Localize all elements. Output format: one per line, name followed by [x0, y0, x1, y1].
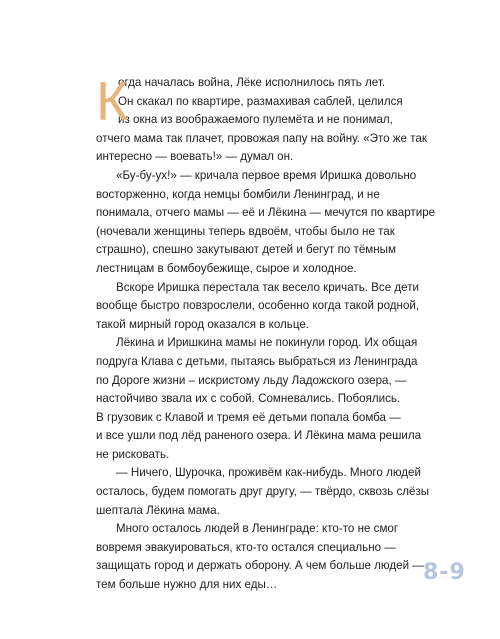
text-line: — Ничего, Шурочка, проживём как-нибудь. Много людей — [116, 466, 421, 480]
text-line: страшно), спешно закутывают детей и бегут по тёмным — [96, 243, 396, 257]
text-line: по Дороге жизни – искристому льду Ладожского озера, — — [96, 373, 407, 387]
text-line: осталось, будем помогать друг другу, — твёрдо, сквозь слёзы — [96, 485, 430, 499]
first-paragraph-start — [96, 70, 454, 132]
text-line: Он скакал по квартире, размахивая саблей, целился — [118, 94, 403, 108]
text-line: Вскоре Иришка перестала так весело кричать. Все дети — [116, 280, 419, 294]
text-line: В грузовик с Клавой и тремя её детьми попала бомба — — [96, 410, 401, 424]
text-line: Много осталось людей в Ленинграде: кто-то не смог — [116, 522, 399, 536]
story-text — [96, 70, 454, 595]
text-line: понимала, отчего мамы — её и Лёкина — мечутся по квартире — [96, 206, 436, 220]
text-line: и все ушли под лёд раненого озера. И Лёкина мама решила — [96, 429, 422, 443]
text-line: лестницам в бомбоубежище, сырое и холодное. — [96, 261, 357, 275]
text-line: вообще быстро повзрослели, особенно когда такой родной, — [96, 299, 420, 313]
text-line: Лёкина и Иришкина мамы не покинули город. Их общая — [116, 336, 418, 350]
text-line: интересно — воевать!» — думал он. — [96, 150, 294, 164]
text-line: настойчиво звала их с собой. Сомневались. Побоялись. — [96, 392, 401, 406]
text-line: вовремя эвакуироваться, кто-то остался специально — — [96, 540, 396, 554]
text-line: из окна из воображаемого пулемёта и не понимал, — [118, 113, 393, 127]
text-line: восторженно, когда немцы бомбили Ленинград, и не — [96, 187, 380, 201]
text-line: тем больше нужно для них еды… — [96, 578, 278, 592]
text-line: не рисковать. — [96, 447, 170, 461]
text-line: отчего мама так плачет, провожая папу на войну. «Это же так — [96, 131, 427, 145]
text-line: огда началась война, Лёке исполнилось пять лет. — [118, 76, 386, 89]
drop-cap-letter: К — [96, 70, 129, 132]
text-line: подруга Клава с детьми, пытаясь выбраться из Ленинграда — [96, 354, 418, 368]
text-line: защищать город и держать оборону. А чем больше людей — — [96, 559, 424, 573]
text-line: «Бу-бу-ух!» — кричала первое время Иришка довольно — [116, 168, 417, 182]
page-numbers: 8-9 — [423, 560, 466, 585]
text-line: шептала Лёкина мама. — [96, 503, 220, 517]
text-line: (ночевали женщины теперь вдвоём, чтобы было не так — [96, 224, 395, 238]
text-line: такой мирный город оказался в кольце. — [96, 317, 310, 331]
